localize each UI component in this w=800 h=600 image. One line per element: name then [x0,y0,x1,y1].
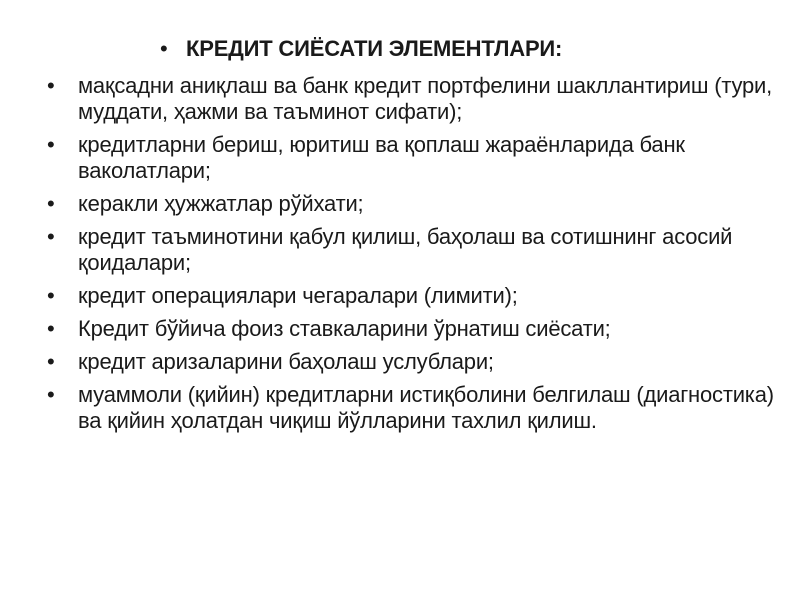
list-item-text: мақсадни аниқлаш ва банк кредит портфелини шакллантириш (тури, муддати, ҳажми ва таъминот сифати); [78,73,773,124]
list-item [47,224,777,276]
list-item [47,191,777,217]
title-bullet-icon: • [160,36,168,61]
bullet-icon: • [47,316,55,341]
list-item [47,349,777,375]
list-item-text: кредит таъминотини қабул қилиш, баҳолаш ва сотишнинг асосий қоидалари; [78,224,733,275]
list-item-text: кредит аризаларини баҳолаш услублари; [78,349,494,374]
bullet-icon: • [47,283,55,308]
bullet-icon: • [47,132,55,157]
list-item [47,382,777,434]
bullet-list [47,73,777,441]
list-item [47,132,777,184]
bullet-icon: • [47,224,55,249]
list-item [47,316,777,342]
list-item-text: муаммоли (қийин) кредитларни истиқболини белгилаш (диагностика) ва қийин ҳолатдан чиқиш йўлларини тахлил қилиш. [78,382,774,433]
list-item-text: керакли ҳужжатлар рўйхати; [78,191,364,216]
list-item-text: кредит операциялари чегаралари (лимити); [78,283,518,308]
slide-title-row [160,36,562,62]
list-item [47,73,777,125]
bullet-icon: • [47,349,55,374]
list-item-text: кредитларни бериш, юритиш ва қоплаш жараёнларида банк ваколатлари; [78,132,685,183]
list-item-text: Кредит бўйича фоиз ставкаларини ўрнатиш сиёсати; [78,316,611,341]
bullet-icon: • [47,191,55,216]
bullet-icon: • [47,382,55,407]
list-item [47,283,777,309]
slide-title: КРЕДИТ СИЁСАТИ ЭЛЕМЕНТЛАРИ: [186,36,563,61]
bullet-icon: • [47,73,55,98]
